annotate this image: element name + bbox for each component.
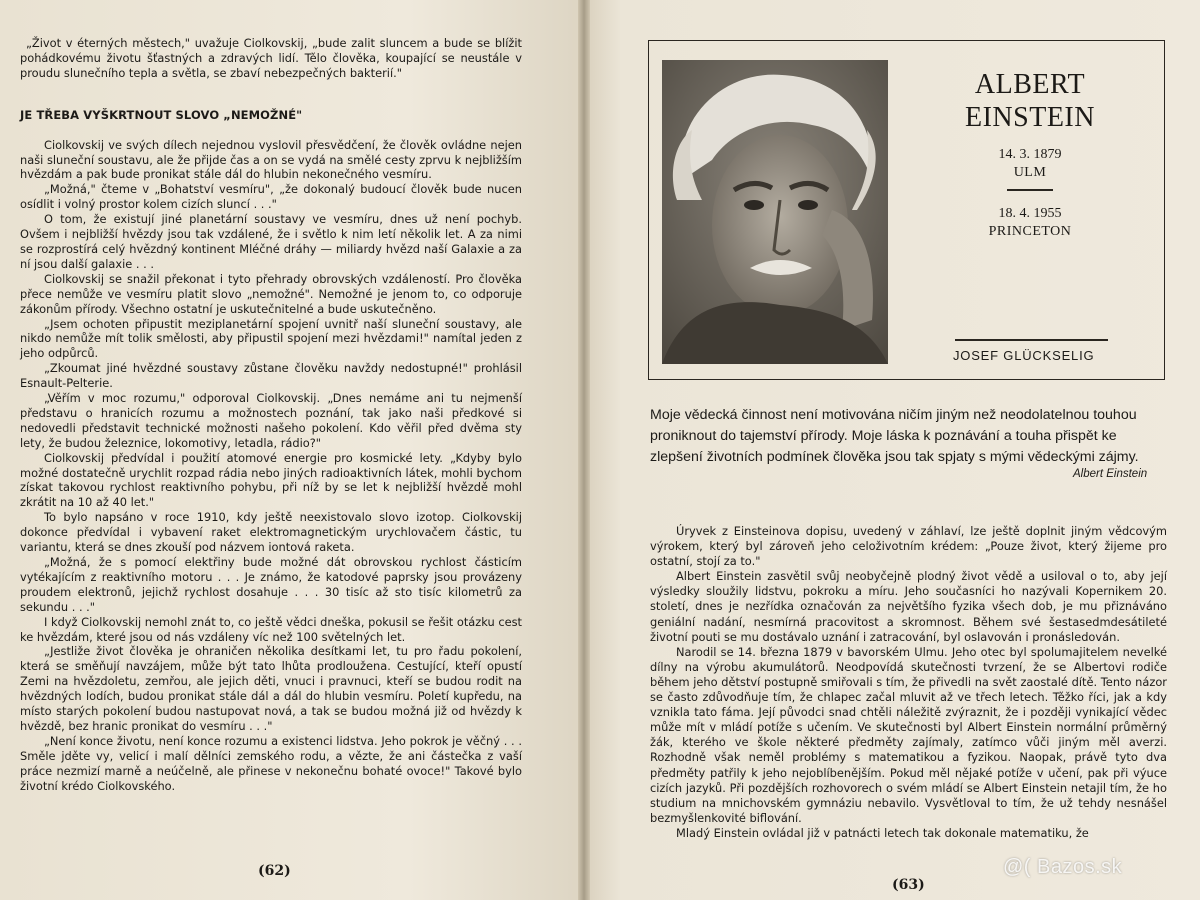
death-place: PRINCETON xyxy=(988,223,1072,239)
body-paragraph: Úryvek z Einsteinova dopisu, uvedený v záhlaví, lze ještě doplnit jiným vědcovým výrokem, který byl zároveň jeho celoživotním krédem: „Pouze život, který žijeme pro ostatní, stojí za to." xyxy=(650,524,1167,569)
watermark-at-icon: @( xyxy=(1003,856,1031,878)
bazos-watermark xyxy=(1003,856,1122,879)
body-paragraph: Ciolkovskij se snažil překonat i tyto přehrady obrovských vzdáleností. Pro člověka přece nemůže ve vesmíru platit slovo „nemožné". Nemožné je jenom to, co odporuje zákonům přírody. Všechno ostatní je uskutečnitelné a bude uskutečněno. xyxy=(20,271,522,316)
biography-name-block xyxy=(900,68,1160,241)
body-paragraph: Ciolkovskij ve svých dílech nejednou vyslovil přesvědčení, že člověk ovládne nejen naši sluneční soustavu, ale že přijde čas a on se vydá na smělé cesty zprvu k nejbližším hvězdám a pak bude pronikat stále dál do hlubin nekonečného vesmíru. xyxy=(20,137,522,182)
name-last: EINSTEIN xyxy=(965,102,1095,133)
body-paragraph: Narodil se 14. března 1879 v bavorském Ulmu. Jeho otec byl spolumajitelem nevelké dílny na výrobu akumulátorů. Neodpovídá skutečnosti tvrzení, že se Albertovi rodiče během jeho dětství postupně smiřovali s tím, že přivedli na svět zaostalé dítě. Tento názor se často zdůvodňuje tím, že chlapec začal mluvit až ve třech letech. Těžko říci, jak a kdy vznikla tato fáma. Její původci snad chtěli náležitě zvýraznit, že i později vynikající vědec může mít v mládí potíže s učením. Ve skutečnosti byl Albert Einstein normální průměrný žák, kterého ve škole některé předměty zajímaly, zatímco vůči jiným měl averzi. Rozhodně však neměl problémy s matematikou a fyzikou. Naopak, právě tyto dva předměty patřily k jeho nejoblíbenějším. Pokud měl nějaké potíže v učení, pak při výuce cizích jazyků. Při pozdějších rozhovorech o svém mládí se Albert Einstein netajil tím, že ho studium na mnichovském gymnáziu nebavilo. Vysvětloval to tím, že už tehdy nesnášel bezmyšlenkovité biflování. xyxy=(650,644,1167,825)
date-separator xyxy=(1007,189,1053,191)
body-paragraph: To bylo napsáno v roce 1910, kdy ještě neexistovalo slovo izotop. Ciolkovskij dokonce předvídal i vybavení raket elektromagnetickým urychlovačem částic, tu variantu, která se dnes zkouší pod názvem iontová raketa. xyxy=(20,510,522,555)
body-paragraph: O tom, že existují jiné planetární soustavy ve vesmíru, dnes už není pochyb. Ovšem i nejbližší hvězdy jsou tak vzdálené, že i světlo k nim letí několik let. A za nimi se rozprostírá celý hvězdný kontinent Mléčné dráhy — miliardy hvězd naší Galaxie a za ní jsou další galaxie . . . xyxy=(20,212,522,271)
opening-paragraph: „Život v éterných městech," uvažuje Ciolkovskij, „bude zalit sluncem a bude se blížit pohádkovému životu šťastných a zdravých lidí. Tělo člověka, koupající se neustále v proudu slunečního tepla a světla, se zbaví nebezpečných bakterií." xyxy=(20,36,522,80)
page-number-right: (63) xyxy=(892,877,925,893)
body-paragraph: Mladý Einstein ovládal již v patnácti letech tak dokonale matematiku, že xyxy=(676,825,1089,840)
author-rule xyxy=(955,339,1108,341)
body-paragraph: „Není konce životu, není konce rozumu a existenci lidstva. Jeho pokrok je věčný . . . Směle jděte vy, velicí i malí dělníci zemského rodu, a vězte, že ani částečka z vaší práce nezmizí marně a neúčelně, ale přinese v nekonečnu bohaté ovoce!" Takové bylo životní krédo Ciolkovského. xyxy=(20,733,522,793)
epigraph-quote: Moje vědecká činnost není motivována ničím jiným než neodolatelnou touhou proniknout do tajemství přírody. Moje láska k poznávání a touha přispět ke zlepšení životních podmínek člověka jsou tak spjaty s mými vědeckými zájmy. xyxy=(650,407,1139,465)
birth-date: 14. 3. 1879 xyxy=(998,147,1062,162)
body-paragraph: „Možná," čteme v „Bohatství vesmíru", „že dokonalý budoucí člověk bude nucen osídlit i volný prostor kolem cizích sluncí . . ." xyxy=(20,182,522,212)
body-paragraph: „Možná, že s pomocí elektřiny bude možné dát obrovskou rychlost částicím vytékajícím z reaktivního motoru . . . Je známo, že katodové paprsky jsou provázeny proudem elektronů, jejichž rychlost dosahuje . . . 30 tisíc až sto tisíc kilometrů za sekundu . . ." xyxy=(20,555,522,614)
einstein-portrait-photo xyxy=(662,60,888,364)
section-heading: JE TŘEBA VYŠKRTNOUT SLOVO „NEMOŽNÉ" xyxy=(20,107,303,122)
body-paragraph: „Věřím v moc rozumu," odporoval Ciolkovskij. „Dnes nemáme ani tu nejmenší představu o hranicích rozumu a možnostech poznání, tak jako naši předkové si nedovedli představit technické možnosti našeho pokolení. Kdo věřil před dvěma sty lety, že budou železnice, lokomotivy, letadla, rádio?" xyxy=(20,391,522,450)
body-paragraph: I když Ciolkovskij nemohl znát to, co ještě vědci dneška, pokusil se řešit otázku cest ke hvězdám, které jsou od nás vzdáleny víc než 100 světelných let. xyxy=(20,614,522,644)
book-gutter xyxy=(578,0,590,900)
left-page-text xyxy=(20,36,522,794)
name-first: ALBERT xyxy=(974,69,1086,100)
body-paragraph: „Jsem ochoten připustit meziplanetární spojení uvnitř naší sluneční soustavy, ale nikdo nemůže mít tolik smělosti, aby připustil spojení mezi hvězdami!" namítal jeden z jeho odpůrců. xyxy=(20,316,522,361)
quote-attribution: Albert Einstein xyxy=(1073,468,1148,480)
watermark-text: Bazos.sk xyxy=(1037,856,1123,878)
body-paragraph: „Jestliže život člověka je ohraničen několika desítkami let, tu pro řadu pokolení, která se směňují navzájem, může být tato lhůta prodloužena. Cestující, kteří opustí Zemi na hvězdoletu, zemřou, ale jejich děti, vnuci i pravnuci, kteří se budou rodit na hvězdných lodích, budou pronikat stále dál a dál do hlubin vesmíru. Poletí kupředu, na místo starých pokolení budou nastupovat nová, a tak se budou možná již od hvězdy k hvězdě, bez hranic pronikat do vesmíru . . ." xyxy=(20,644,522,733)
body-paragraph: „Zkoumat jiné hvězdné soustavy zůstane člověku navždy nedostupné!" prohlásil Esnault-Pelterie. xyxy=(20,361,522,391)
death-date: 18. 4. 1955 xyxy=(998,205,1062,221)
birth-place: ULM xyxy=(1013,165,1047,180)
body-paragraph: Albert Einstein zasvětil svůj neobyčejně plodný život vědě a usiloval o to, aby její výsledky sloužily lidstvu, pokroku a míru. Jeho současníci ho nazývali Kopernikem 20. století, dnes je nezřídka označován za největšího fyzika všech dob, je mu přiznáváno geniální nadání, nesmírná pracovitost a skromnost. Během své šestasedmdesátileté životní pouti se mu dostávalo uznání i zatracování, byl oslavován i pronásledován. xyxy=(650,569,1167,644)
author-name: JOSEF GLÜCKSELIG xyxy=(953,348,1095,363)
body-paragraph: Ciolkovskij předvídal i použití atomové energie pro kosmické lety. „Kdyby bylo možné dostatečně urychlit rozpad rádia nebo jiných radioaktivních látek, mohli bychom získat takovou rychlost reaktivního pohybu, při níž by se let k nejbližší hvězdě mohl zkrátit na 10 až 40 let." xyxy=(20,450,522,510)
page-number-left: (62) xyxy=(258,863,291,879)
right-page-text xyxy=(650,524,1167,841)
